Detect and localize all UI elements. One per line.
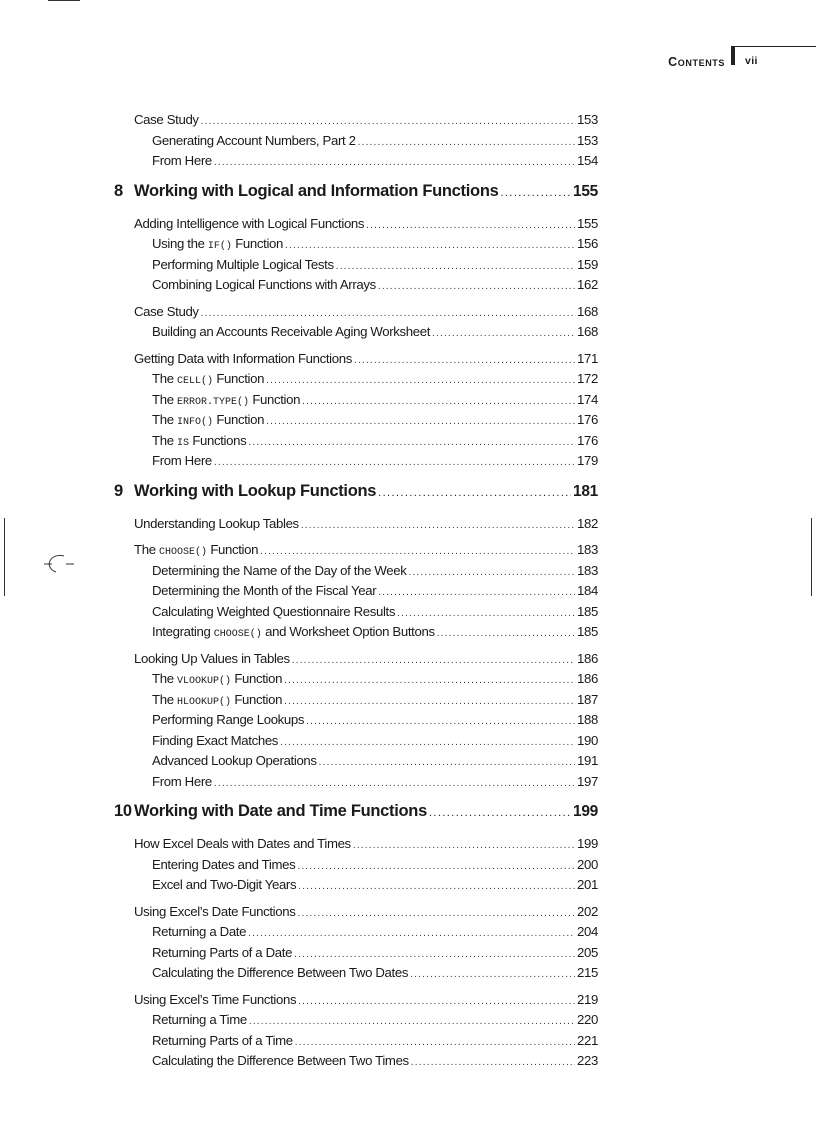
toc-subsection-entry[interactable] (114, 671, 598, 692)
page-number: 183 (577, 542, 598, 557)
toc-subsection-entry[interactable] (114, 692, 598, 713)
entry-title (152, 412, 264, 428)
entry-title: Working with Date and Time Functions (134, 802, 427, 820)
dot-leader (266, 375, 575, 386)
entry-title: Calculating the Difference Between Two Dates (152, 965, 409, 980)
page-number: 184 (577, 583, 598, 598)
entry-code-term: VLOOKUP() (177, 676, 232, 687)
toc-section-entry[interactable] (114, 904, 598, 925)
page-number: 190 (577, 732, 598, 748)
page-number: 185 (577, 624, 598, 639)
toc-subsection-entry[interactable] (114, 277, 598, 298)
toc-subsection-entry[interactable] (114, 153, 598, 174)
dot-leader (378, 587, 575, 598)
toc-subsection-entry[interactable] (114, 712, 598, 733)
entry-code-term: CHOOSE() (159, 547, 208, 558)
entry-title-prefix: The (152, 432, 177, 448)
table-of-contents (114, 112, 598, 1074)
entry-title-suffix: Function (231, 671, 283, 686)
page-number: 154 (577, 153, 598, 168)
page-number: 221 (577, 1032, 598, 1048)
page-number: 205 (577, 944, 598, 960)
header-rule (731, 46, 816, 47)
page-number: 168 (577, 303, 598, 319)
entry-title: Looking Up Values in Tables (134, 650, 290, 666)
page-number: 153 (577, 112, 598, 127)
dot-leader (397, 608, 575, 619)
entry-title: Working with Lookup Functions (134, 481, 377, 500)
entry-title (152, 624, 435, 640)
page-number: 182 (577, 515, 598, 531)
page-number: 220 (577, 1012, 598, 1027)
entry-title: Performing Multiple Logical Tests (152, 256, 334, 272)
entry-title (152, 392, 300, 408)
page-number: 181 (573, 482, 598, 500)
entry-title-prefix: The (134, 542, 159, 557)
dot-leader (306, 716, 575, 727)
entry-code-term: IS (177, 437, 190, 449)
toc-subsection-entry[interactable] (114, 857, 598, 878)
entry-title: Returning a Date (152, 924, 247, 939)
dot-leader (411, 1057, 575, 1068)
dot-leader (214, 457, 575, 468)
page-number: 204 (577, 924, 598, 939)
entry-title: Case Study (134, 112, 199, 127)
page-number: 201 (577, 877, 598, 892)
entry-title-suffix: Functions (189, 432, 247, 448)
entry-title (152, 433, 246, 449)
page-number: 202 (577, 903, 598, 919)
dot-leader (294, 949, 575, 960)
entry-title: Advanced Lookup Operations (152, 753, 317, 768)
chapter-number: 8 (114, 181, 123, 200)
toc-subsection-entry[interactable] (114, 1033, 598, 1054)
dot-leader (410, 969, 575, 980)
entry-title: Calculating Weighted Questionnaire Results (152, 603, 396, 619)
dot-leader (295, 1037, 575, 1048)
entry-code-term: CELL() (177, 376, 214, 387)
toc-section-entry[interactable] (114, 112, 598, 133)
toc-subsection-entry[interactable] (114, 563, 598, 584)
dot-leader (429, 807, 571, 819)
dot-leader (214, 157, 575, 168)
toc-section-entry[interactable] (114, 651, 598, 672)
entry-title: Returning Parts of a Time (152, 1032, 293, 1048)
crop-mark-left-upper (4, 518, 5, 596)
dot-leader (284, 675, 575, 686)
page-number: 199 (577, 836, 598, 851)
entry-title: Finding Exact Matches (152, 732, 279, 748)
toc-subsection-entry[interactable] (114, 392, 598, 413)
entry-title-suffix: Function (231, 691, 283, 707)
entry-title: Entering Dates and Times (152, 856, 296, 872)
dot-leader (248, 928, 575, 939)
entry-title: Returning Parts of a Date (152, 944, 293, 960)
entry-title: Understanding Lookup Tables (134, 515, 299, 531)
entry-title: Performing Range Lookups (152, 712, 305, 727)
page-number: 200 (577, 856, 598, 872)
entry-title (152, 692, 282, 708)
toc-subsection-entry[interactable] (114, 433, 598, 454)
entry-title-suffix: Function (207, 542, 259, 557)
page-number: 187 (577, 691, 598, 707)
dot-leader (201, 308, 575, 319)
entry-title-prefix: The (152, 671, 177, 686)
entry-title-prefix: Integrating (152, 624, 214, 639)
page-number: 191 (577, 753, 598, 768)
dot-leader (298, 881, 575, 892)
header-title: Contents (668, 55, 725, 69)
page-number: 155 (573, 182, 598, 200)
toc-chapter-entry[interactable] (114, 178, 598, 216)
dot-leader (354, 355, 575, 366)
entry-title: Adding Intelligence with Logical Functions (134, 215, 365, 231)
toc-subsection-entry[interactable] (114, 965, 598, 986)
toc-subsection-entry[interactable] (114, 133, 598, 154)
entry-title (152, 236, 283, 252)
dot-leader (298, 996, 575, 1007)
page-number: 186 (577, 650, 598, 666)
header-tick (731, 46, 735, 65)
dot-leader (249, 1016, 575, 1027)
entry-title-suffix: and Worksheet Option Buttons (261, 624, 435, 639)
page-number: 179 (577, 453, 598, 468)
toc-section-entry[interactable] (114, 542, 598, 563)
page-number: 183 (577, 562, 598, 578)
toc-section-entry[interactable] (114, 992, 598, 1013)
dot-leader (378, 487, 571, 499)
toc-subsection-entry[interactable] (114, 774, 598, 795)
dot-leader (297, 861, 575, 872)
entry-code-term: IF() (207, 241, 232, 252)
entry-title: Case Study (134, 303, 199, 319)
entry-title: Getting Data with Information Functions (134, 350, 352, 366)
entry-title: Combining Logical Functions with Arrays (152, 277, 376, 292)
running-header (600, 46, 816, 76)
toc-subsection-entry[interactable] (114, 753, 598, 774)
dot-leader (500, 187, 571, 199)
dot-leader (260, 546, 575, 557)
entry-title-suffix: Function (213, 371, 265, 386)
dot-leader (358, 137, 575, 148)
toc-chapter-entry[interactable] (114, 798, 598, 836)
entry-title: Returning a Time (152, 1012, 247, 1027)
dot-leader (214, 778, 575, 789)
toc-subsection-entry[interactable] (114, 583, 598, 604)
entry-title (152, 371, 264, 387)
toc-subsection-entry[interactable] (114, 924, 598, 945)
entry-title: Determining the Month of the Fiscal Year (152, 583, 377, 598)
entry-title-prefix: Using the (152, 236, 208, 251)
page-number: 159 (577, 256, 598, 272)
registration-mark-icon (30, 552, 80, 576)
dot-leader (284, 696, 575, 707)
dot-leader (285, 240, 575, 251)
page-number: 168 (577, 324, 598, 339)
entry-title-suffix: Function (231, 236, 284, 251)
toc-subsection-entry[interactable] (114, 236, 598, 257)
entry-title (152, 671, 282, 687)
toc-section-entry[interactable] (114, 351, 598, 372)
toc-subsection-entry[interactable] (114, 257, 598, 278)
dot-leader (353, 840, 575, 851)
entry-title: From Here (152, 773, 212, 789)
entry-title: Determining the Name of the Day of the Week (152, 562, 407, 578)
toc-subsection-entry[interactable] (114, 1012, 598, 1033)
page-number: 186 (577, 671, 598, 686)
dot-leader (248, 437, 575, 448)
dot-leader (366, 220, 575, 231)
dot-leader (336, 261, 575, 272)
chapter-number: 10 (114, 802, 132, 820)
toc-section-entry[interactable] (114, 304, 598, 325)
page-number: 176 (577, 432, 598, 448)
dot-leader (201, 116, 575, 127)
entry-code-term: HLOOKUP() (177, 696, 232, 708)
page-number: 185 (577, 603, 598, 619)
dot-leader (437, 628, 575, 639)
toc-section-entry[interactable] (114, 516, 598, 537)
dot-leader (302, 396, 575, 407)
toc-subsection-entry[interactable] (114, 945, 598, 966)
entry-title: How Excel Deals with Dates and Times (134, 836, 351, 851)
dot-leader (280, 737, 575, 748)
page-number: 162 (577, 277, 598, 292)
page-number: 172 (577, 371, 598, 386)
dot-leader (301, 520, 575, 531)
page-number: 199 (573, 803, 598, 820)
entry-title: Working with Logical and Information Functions (134, 181, 499, 200)
toc-subsection-entry[interactable] (114, 371, 598, 392)
entry-title: Using Excel’s Time Functions (134, 991, 297, 1007)
entry-title: Excel and Two-Digit Years (152, 877, 297, 892)
page-number: 176 (577, 412, 598, 427)
entry-code-term: CHOOSE() (213, 629, 262, 640)
page-number: 155 (577, 215, 598, 231)
toc-section-entry[interactable] (114, 836, 598, 857)
toc-subsection-entry[interactable] (114, 1053, 598, 1074)
toc-subsection-entry[interactable] (114, 624, 598, 645)
page-number: 171 (577, 350, 598, 366)
entry-title-prefix: The (152, 412, 177, 427)
entry-title: Generating Account Numbers, Part 2 (152, 132, 356, 148)
entry-title-prefix: The (152, 691, 177, 707)
toc-subsection-entry[interactable] (114, 453, 598, 474)
toc-subsection-entry[interactable] (114, 412, 598, 433)
entry-title (134, 542, 258, 558)
page-number: 174 (577, 391, 598, 407)
crop-mark-top-left (48, 0, 80, 1)
crop-mark-right-upper (811, 518, 812, 596)
page-number: 215 (577, 965, 598, 980)
dot-leader (319, 757, 575, 768)
entry-title-prefix: The (152, 391, 177, 407)
dot-leader (266, 416, 575, 427)
entry-code-term: INFO() (177, 417, 214, 428)
toc-section-entry[interactable] (114, 216, 598, 237)
entry-title: From Here (152, 153, 212, 168)
entry-title: Building an Accounts Receivable Aging Worksheet (152, 324, 431, 339)
dot-leader (432, 328, 575, 339)
page-number: 219 (577, 991, 598, 1007)
entry-title: Using Excel’s Date Functions (134, 903, 296, 919)
header-page-number: vii (745, 55, 758, 67)
page-number: 156 (577, 236, 598, 251)
entry-title-suffix: Function (249, 391, 301, 407)
dot-leader (292, 655, 575, 666)
page-number: 188 (577, 712, 598, 727)
toc-subsection-entry[interactable] (114, 604, 598, 625)
toc-subsection-entry[interactable] (114, 733, 598, 754)
page-number: 197 (577, 773, 598, 789)
page-number: 223 (577, 1053, 598, 1068)
entry-code-term: ERROR.TYPE() (177, 396, 250, 408)
entry-title: From Here (152, 453, 212, 468)
page-number: 153 (577, 132, 598, 148)
dot-leader (378, 281, 575, 292)
toc-subsection-entry[interactable] (114, 877, 598, 898)
dot-leader (408, 567, 575, 578)
toc-subsection-entry[interactable] (114, 324, 598, 345)
entry-title-suffix: Function (213, 412, 265, 427)
chapter-number: 9 (114, 481, 123, 500)
entry-title-prefix: The (152, 371, 177, 386)
toc-chapter-entry[interactable] (114, 478, 598, 516)
entry-title: Calculating the Difference Between Two Times (152, 1053, 409, 1068)
dot-leader (297, 908, 575, 919)
